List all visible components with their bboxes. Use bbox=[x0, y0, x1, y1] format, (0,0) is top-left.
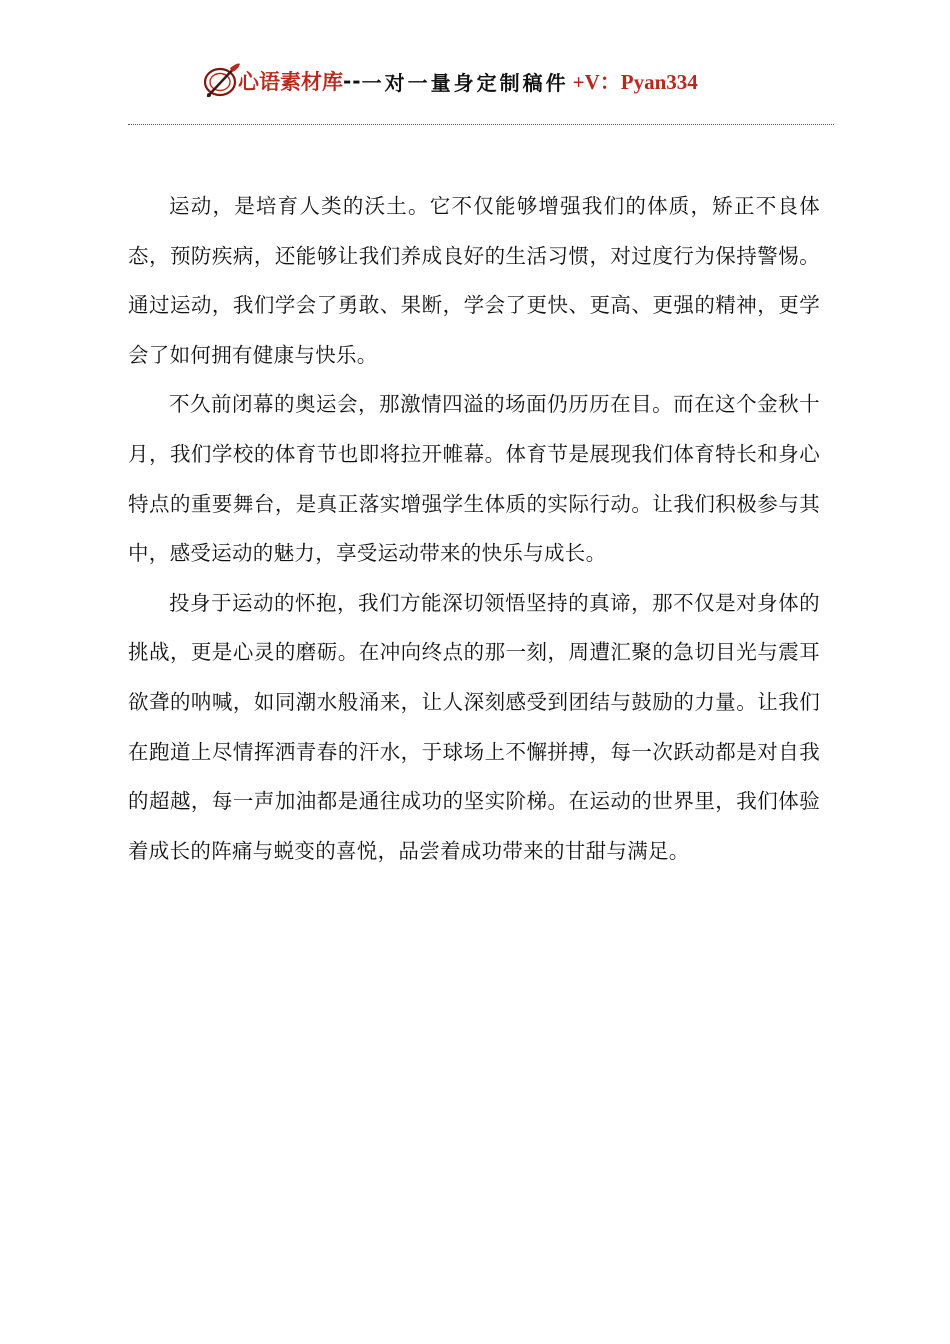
page-header bbox=[200, 58, 698, 104]
paragraph-3: 投身于运动的怀抱，我们方能深切领悟坚持的真谛，那不仅是对身体的挑战，更是心灵的磨砺。在冲向终点的那一刻，周遭汇聚的急切目光与震耳欲聋的呐喊，如同潮水般涌来，让人深刻感受到团结与鼓励的力量。让我们在跑道上尽情挥洒青春的汗水，于球场上不懈拼搏，每一次跃动都是对自我的超越，每一声加油都是通往成功的坚实阶梯。在运动的世界里，我们体验着成长的阵痛与蜕变的喜悦，品尝着成功带来的甘甜与满足。 bbox=[128, 590, 820, 863]
article-body bbox=[128, 182, 820, 876]
header-slogan: 一对一量身定制稿件 bbox=[361, 70, 569, 95]
brand-separator: -- bbox=[343, 69, 362, 93]
paragraph-1: 运动，是培育人类的沃土。它不仅能够增强我们的体质，矫正不良体态，预防疾病，还能够让我们养成良好的生活习惯，对过度行为保持警惕。通过运动，我们学会了勇敢、果断，学会了更快、更高、更强的精神，更学会了如何拥有健康与快乐。 bbox=[128, 194, 820, 367]
quill-pen-logo-icon bbox=[200, 58, 244, 104]
header-contact: +V：Pyan334 bbox=[572, 70, 698, 94]
brand-name: 心语素材库 bbox=[238, 69, 343, 94]
paragraph-2: 不久前闭幕的奥运会，那激情四溢的场面仍历历在目。而在这个金秋十月，我们学校的体育节也即将拉开帷幕。体育节是展现我们体育特长和身心特点的重要舞台，是真正落实增强学生体质的实际行动。让我们积极参与其中，感受运动的魅力，享受运动带来的快乐与成长。 bbox=[128, 392, 820, 566]
header-divider bbox=[128, 124, 834, 125]
